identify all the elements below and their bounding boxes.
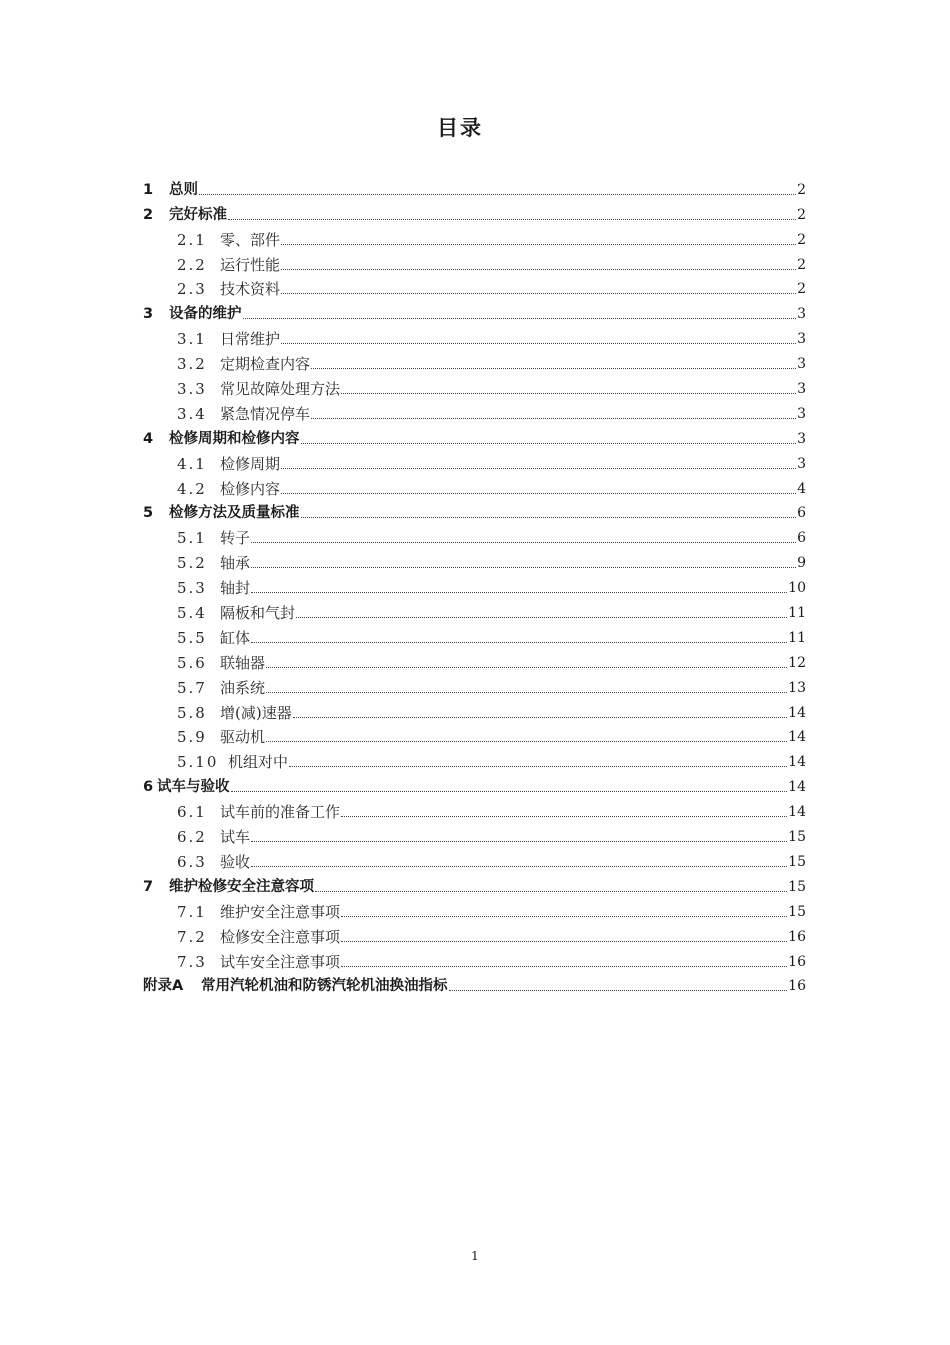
toc-entry-number: 2.3 xyxy=(177,280,207,299)
toc-entry-label: 常见故障处理方法 xyxy=(220,380,341,399)
dot-leader xyxy=(251,566,796,568)
toc-entry-label: 维护检修安全注意容项 xyxy=(169,878,314,895)
toc-entry-label: 试车 xyxy=(220,828,251,847)
dot-leader xyxy=(251,541,796,543)
toc-entry[interactable] xyxy=(143,199,806,224)
dot-leader xyxy=(228,218,796,220)
toc-entry[interactable] xyxy=(143,871,806,896)
dot-leader xyxy=(281,243,796,245)
toc-entry-number: 2.2 xyxy=(177,255,207,274)
dot-leader xyxy=(289,765,787,767)
toc-entry-label: 隔板和气封 xyxy=(220,604,296,623)
toc-entry[interactable] xyxy=(143,771,806,796)
toc-entry-label: 油系统 xyxy=(220,678,266,697)
toc-entry[interactable] xyxy=(143,522,806,547)
toc-entry[interactable] xyxy=(143,274,806,299)
toc-entry[interactable] xyxy=(143,597,806,622)
toc-entry[interactable] xyxy=(143,622,806,647)
dot-leader xyxy=(293,716,787,718)
toc-entry-page: 2 xyxy=(797,181,806,198)
toc-entry-page: 15 xyxy=(788,878,806,895)
toc-entry-number: 5.5 xyxy=(177,628,207,647)
toc-entry[interactable] xyxy=(143,946,806,971)
toc-entry-page: 16 xyxy=(788,953,806,970)
toc-entry-label: 缸体 xyxy=(220,628,251,647)
toc-entry-page: 14 xyxy=(788,804,806,821)
toc-entry[interactable] xyxy=(143,846,806,871)
toc-entry[interactable] xyxy=(143,498,806,523)
toc-entry-number: 7.3 xyxy=(177,952,207,971)
toc-entry[interactable] xyxy=(143,373,806,398)
toc-entry-label: 轴封 xyxy=(220,579,251,598)
toc-entry-number: 5.9 xyxy=(177,728,207,747)
toc-entry-number: 3.4 xyxy=(177,404,207,423)
toc-entry-page: 14 xyxy=(788,754,806,771)
toc-entry-number: 4.1 xyxy=(177,454,207,473)
toc-entry[interactable] xyxy=(143,224,806,249)
toc-entry-number: 5.7 xyxy=(177,678,207,697)
toc-entry-number: 5.8 xyxy=(177,703,207,722)
toc-entry[interactable] xyxy=(143,348,806,373)
toc-entry-label: 完好标准 xyxy=(169,206,227,223)
toc-entry[interactable] xyxy=(143,647,806,672)
toc-entry-label: 维护安全注意事项 xyxy=(220,902,341,921)
toc-entry-label: 检修方法及质量标准 xyxy=(169,505,300,522)
dot-leader xyxy=(311,417,796,419)
toc-entry-page: 14 xyxy=(788,779,806,796)
toc-entry-page: 15 xyxy=(788,853,806,870)
toc-entry-label: 紧急情况停车 xyxy=(220,404,311,423)
toc-entry-page: 3 xyxy=(797,430,806,447)
toc-entry[interactable] xyxy=(143,746,806,771)
toc-entry-page: 3 xyxy=(797,455,806,472)
toc-entry-number: 5.2 xyxy=(177,554,207,573)
toc-entry-label: 技术资料 xyxy=(220,280,281,299)
page-title: 目录 xyxy=(437,116,483,140)
toc-entry-page: 6 xyxy=(797,505,806,522)
dot-leader xyxy=(301,516,797,518)
toc-entry-label: 检修内容 xyxy=(220,479,281,498)
dot-leader xyxy=(251,865,787,867)
toc-entry-number: 6.2 xyxy=(177,828,207,847)
dot-leader xyxy=(315,890,787,892)
toc-entry-page: 9 xyxy=(797,555,806,572)
toc-entry-number: 附录A xyxy=(143,978,184,995)
dot-leader xyxy=(301,442,797,444)
toc-entry-label: 设备的维护 xyxy=(169,306,242,323)
toc-entry-label: 轴承 xyxy=(220,554,251,573)
dot-leader xyxy=(281,342,796,344)
toc-entry[interactable] xyxy=(143,821,806,846)
dot-leader xyxy=(449,989,788,991)
toc-entry-page: 11 xyxy=(788,605,806,622)
toc-entry[interactable] xyxy=(143,697,806,722)
toc-entry-number: 2.1 xyxy=(177,230,207,249)
toc-entry-number: 3.1 xyxy=(177,330,207,349)
toc-entry[interactable] xyxy=(143,672,806,697)
toc-entry-page: 11 xyxy=(788,629,806,646)
dot-leader xyxy=(341,915,787,917)
toc-entry-page: 16 xyxy=(788,928,806,945)
toc-entry-label: 转子 xyxy=(220,529,251,548)
toc-entry[interactable] xyxy=(143,473,806,498)
toc-entry-number: 6.1 xyxy=(177,803,207,822)
dot-leader xyxy=(243,317,797,319)
toc-entry[interactable] xyxy=(143,398,806,423)
toc-entry[interactable] xyxy=(143,249,806,274)
page-number: 1 xyxy=(471,1249,479,1263)
toc-entry-number: 4.2 xyxy=(177,479,207,498)
toc-entry[interactable] xyxy=(143,423,806,448)
toc-entry-number: 5.6 xyxy=(177,653,207,672)
toc-entry-number: 3 xyxy=(143,306,154,323)
toc-entry[interactable] xyxy=(143,572,806,597)
toc-entry-label: 试车与验收 xyxy=(157,779,230,796)
toc-entry-page: 15 xyxy=(788,829,806,846)
dot-leader xyxy=(266,691,787,693)
dot-leader xyxy=(251,591,787,593)
toc-entry-label: 检修周期 xyxy=(220,454,281,473)
toc-entry-number: 1 xyxy=(143,181,154,198)
toc-entry-label: 检修安全注意事项 xyxy=(220,927,341,946)
dot-leader xyxy=(281,268,796,270)
toc-entry-number: 4 xyxy=(143,430,154,447)
toc-entry-number: 3.2 xyxy=(177,355,207,374)
toc-entry-page: 6 xyxy=(797,530,806,547)
table-of-contents xyxy=(143,174,806,995)
toc-entry[interactable] xyxy=(143,323,806,348)
dot-leader xyxy=(281,492,796,494)
toc-entry-page: 3 xyxy=(797,381,806,398)
toc-entry[interactable] xyxy=(143,547,806,572)
toc-entry-number: 3.3 xyxy=(177,380,207,399)
toc-entry-label: 检修周期和检修内容 xyxy=(169,430,300,447)
toc-entry-label: 增(减)速器 xyxy=(220,703,292,722)
toc-entry-page: 2 xyxy=(797,256,806,273)
toc-entry[interactable] xyxy=(143,448,806,473)
toc-entry-page: 15 xyxy=(788,903,806,920)
toc-entry-page: 3 xyxy=(797,306,806,323)
dot-leader xyxy=(341,940,787,942)
toc-entry-label: 机组对中 xyxy=(228,753,289,772)
toc-entry-number: 5 xyxy=(143,505,154,522)
dot-leader xyxy=(266,666,787,668)
toc-entry-page: 4 xyxy=(797,480,806,497)
toc-entry-number: 5.4 xyxy=(177,604,207,623)
dot-leader xyxy=(341,392,796,394)
dot-leader xyxy=(296,616,787,618)
toc-entry-label: 常用汽轮机油和防锈汽轮机油换油指标 xyxy=(201,978,448,995)
dot-leader xyxy=(199,193,796,195)
toc-entry-label: 总则 xyxy=(169,181,198,198)
dot-leader xyxy=(341,965,787,967)
toc-entry-page: 12 xyxy=(788,654,806,671)
toc-entry-page: 2 xyxy=(797,281,806,298)
dot-leader xyxy=(311,367,796,369)
toc-entry-page: 14 xyxy=(788,704,806,721)
toc-entry-label: 运行性能 xyxy=(220,255,281,274)
toc-entry[interactable] xyxy=(143,971,806,996)
toc-entry-page: 13 xyxy=(788,679,806,696)
toc-entry[interactable] xyxy=(143,796,806,821)
toc-entry-label: 联轴器 xyxy=(220,653,266,672)
toc-entry-label: 试车安全注意事项 xyxy=(220,952,341,971)
toc-entry-page: 2 xyxy=(797,206,806,223)
toc-entry-label: 定期检查内容 xyxy=(220,355,311,374)
toc-entry-number: 5.10 xyxy=(177,753,219,772)
dot-leader xyxy=(266,740,787,742)
dot-leader xyxy=(281,292,796,294)
toc-entry-label: 试车前的准备工作 xyxy=(220,803,341,822)
toc-entry-page: 14 xyxy=(788,729,806,746)
toc-entry[interactable] xyxy=(143,722,806,747)
toc-entry-number: 6 xyxy=(143,779,154,796)
toc-entry-number: 5.3 xyxy=(177,579,207,598)
toc-entry[interactable] xyxy=(143,298,806,323)
dot-leader xyxy=(251,840,787,842)
dot-leader xyxy=(341,815,787,817)
toc-entry[interactable] xyxy=(143,921,806,946)
toc-entry-number: 7.2 xyxy=(177,927,207,946)
toc-entry[interactable] xyxy=(143,896,806,921)
toc-entry-number: 6.3 xyxy=(177,852,207,871)
toc-entry-page: 3 xyxy=(797,331,806,348)
toc-entry-page: 10 xyxy=(788,580,806,597)
toc-entry-page: 2 xyxy=(797,231,806,248)
toc-entry-page: 3 xyxy=(797,356,806,373)
dot-leader xyxy=(231,790,788,792)
toc-entry[interactable] xyxy=(143,174,806,199)
dot-leader xyxy=(281,467,796,469)
toc-entry-number: 2 xyxy=(143,206,154,223)
toc-entry-page: 3 xyxy=(797,405,806,422)
toc-entry-label: 驱动机 xyxy=(220,728,266,747)
toc-entry-label: 零、部件 xyxy=(220,230,281,249)
toc-entry-page: 16 xyxy=(788,978,806,995)
toc-entry-label: 验收 xyxy=(220,852,251,871)
toc-entry-number: 7 xyxy=(143,878,154,895)
toc-entry-label: 日常维护 xyxy=(220,330,281,349)
toc-entry-number: 7.1 xyxy=(177,902,207,921)
toc-entry-number: 5.1 xyxy=(177,529,207,548)
dot-leader xyxy=(251,641,787,643)
